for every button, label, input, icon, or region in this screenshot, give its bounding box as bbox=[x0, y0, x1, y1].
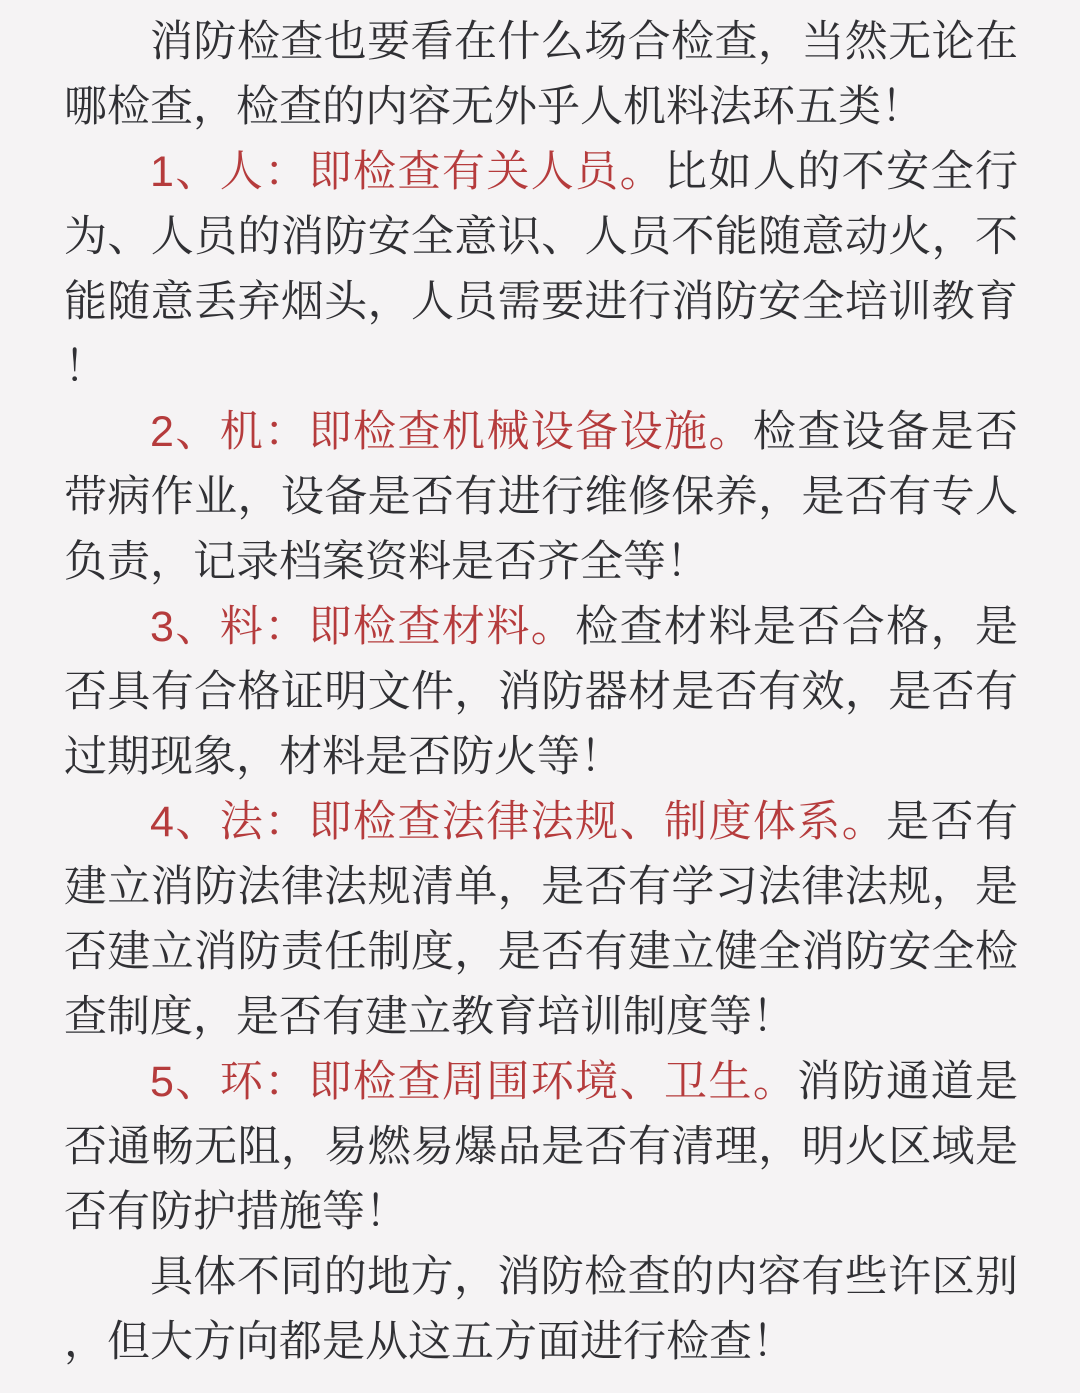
paragraph bbox=[64, 790, 1018, 1050]
paragraph bbox=[64, 595, 1018, 790]
body-text: 具体不同的地方，消防检查的内容有些许区别，但大方向都是从这五方面进行检查！ bbox=[64, 1253, 1018, 1366]
paragraph bbox=[64, 140, 1018, 400]
paragraph bbox=[64, 1245, 1018, 1375]
body-text: 检查材料是否合格，是否具有合格证明文件，消防器材是否有效，是否有过期现象，材料是否防火等！ bbox=[64, 603, 1018, 781]
highlighted-heading-text: 3、料：即检查材料。 bbox=[150, 603, 576, 651]
highlighted-heading-text: 4、法：即检查法律法规、制度体系。 bbox=[150, 798, 887, 846]
highlighted-heading-text: 1、人：即检查有关人员。 bbox=[150, 148, 665, 196]
highlighted-heading-text: 2、机：即检查机械设备设施。 bbox=[150, 408, 753, 456]
article-body bbox=[64, 10, 1018, 1375]
paragraph bbox=[64, 1050, 1018, 1245]
body-text: 消防通道是否通畅无阻，易燃易爆品是否有清理，明火区域是否有防护措施等！ bbox=[64, 1058, 1018, 1236]
paragraph bbox=[64, 10, 1018, 140]
body-text: 消防检查也要看在什么场合检查，当然无论在哪检查，检查的内容无外乎人机料法环五类！ bbox=[64, 18, 1018, 131]
paragraph bbox=[64, 400, 1018, 595]
body-text: 比如人的不安全行为、人员的消防安全意识、人员不能随意动火，不能随意丢弃烟头，人员需要进行消防安全培训教育！ bbox=[64, 148, 1019, 391]
highlighted-heading-text: 5、环：即检查周围环境、卫生。 bbox=[150, 1058, 798, 1106]
body-text: 检查设备是否带病作业，设备是否有进行维修保养，是否有专人负责，记录档案资料是否齐全等！ bbox=[64, 408, 1019, 586]
body-text: 是否有建立消防法律法规清单，是否有学习法律法规，是否建立消防责任制度，是否有建立健全消防安全检查制度，是否有建立教育培训制度等！ bbox=[64, 798, 1019, 1041]
